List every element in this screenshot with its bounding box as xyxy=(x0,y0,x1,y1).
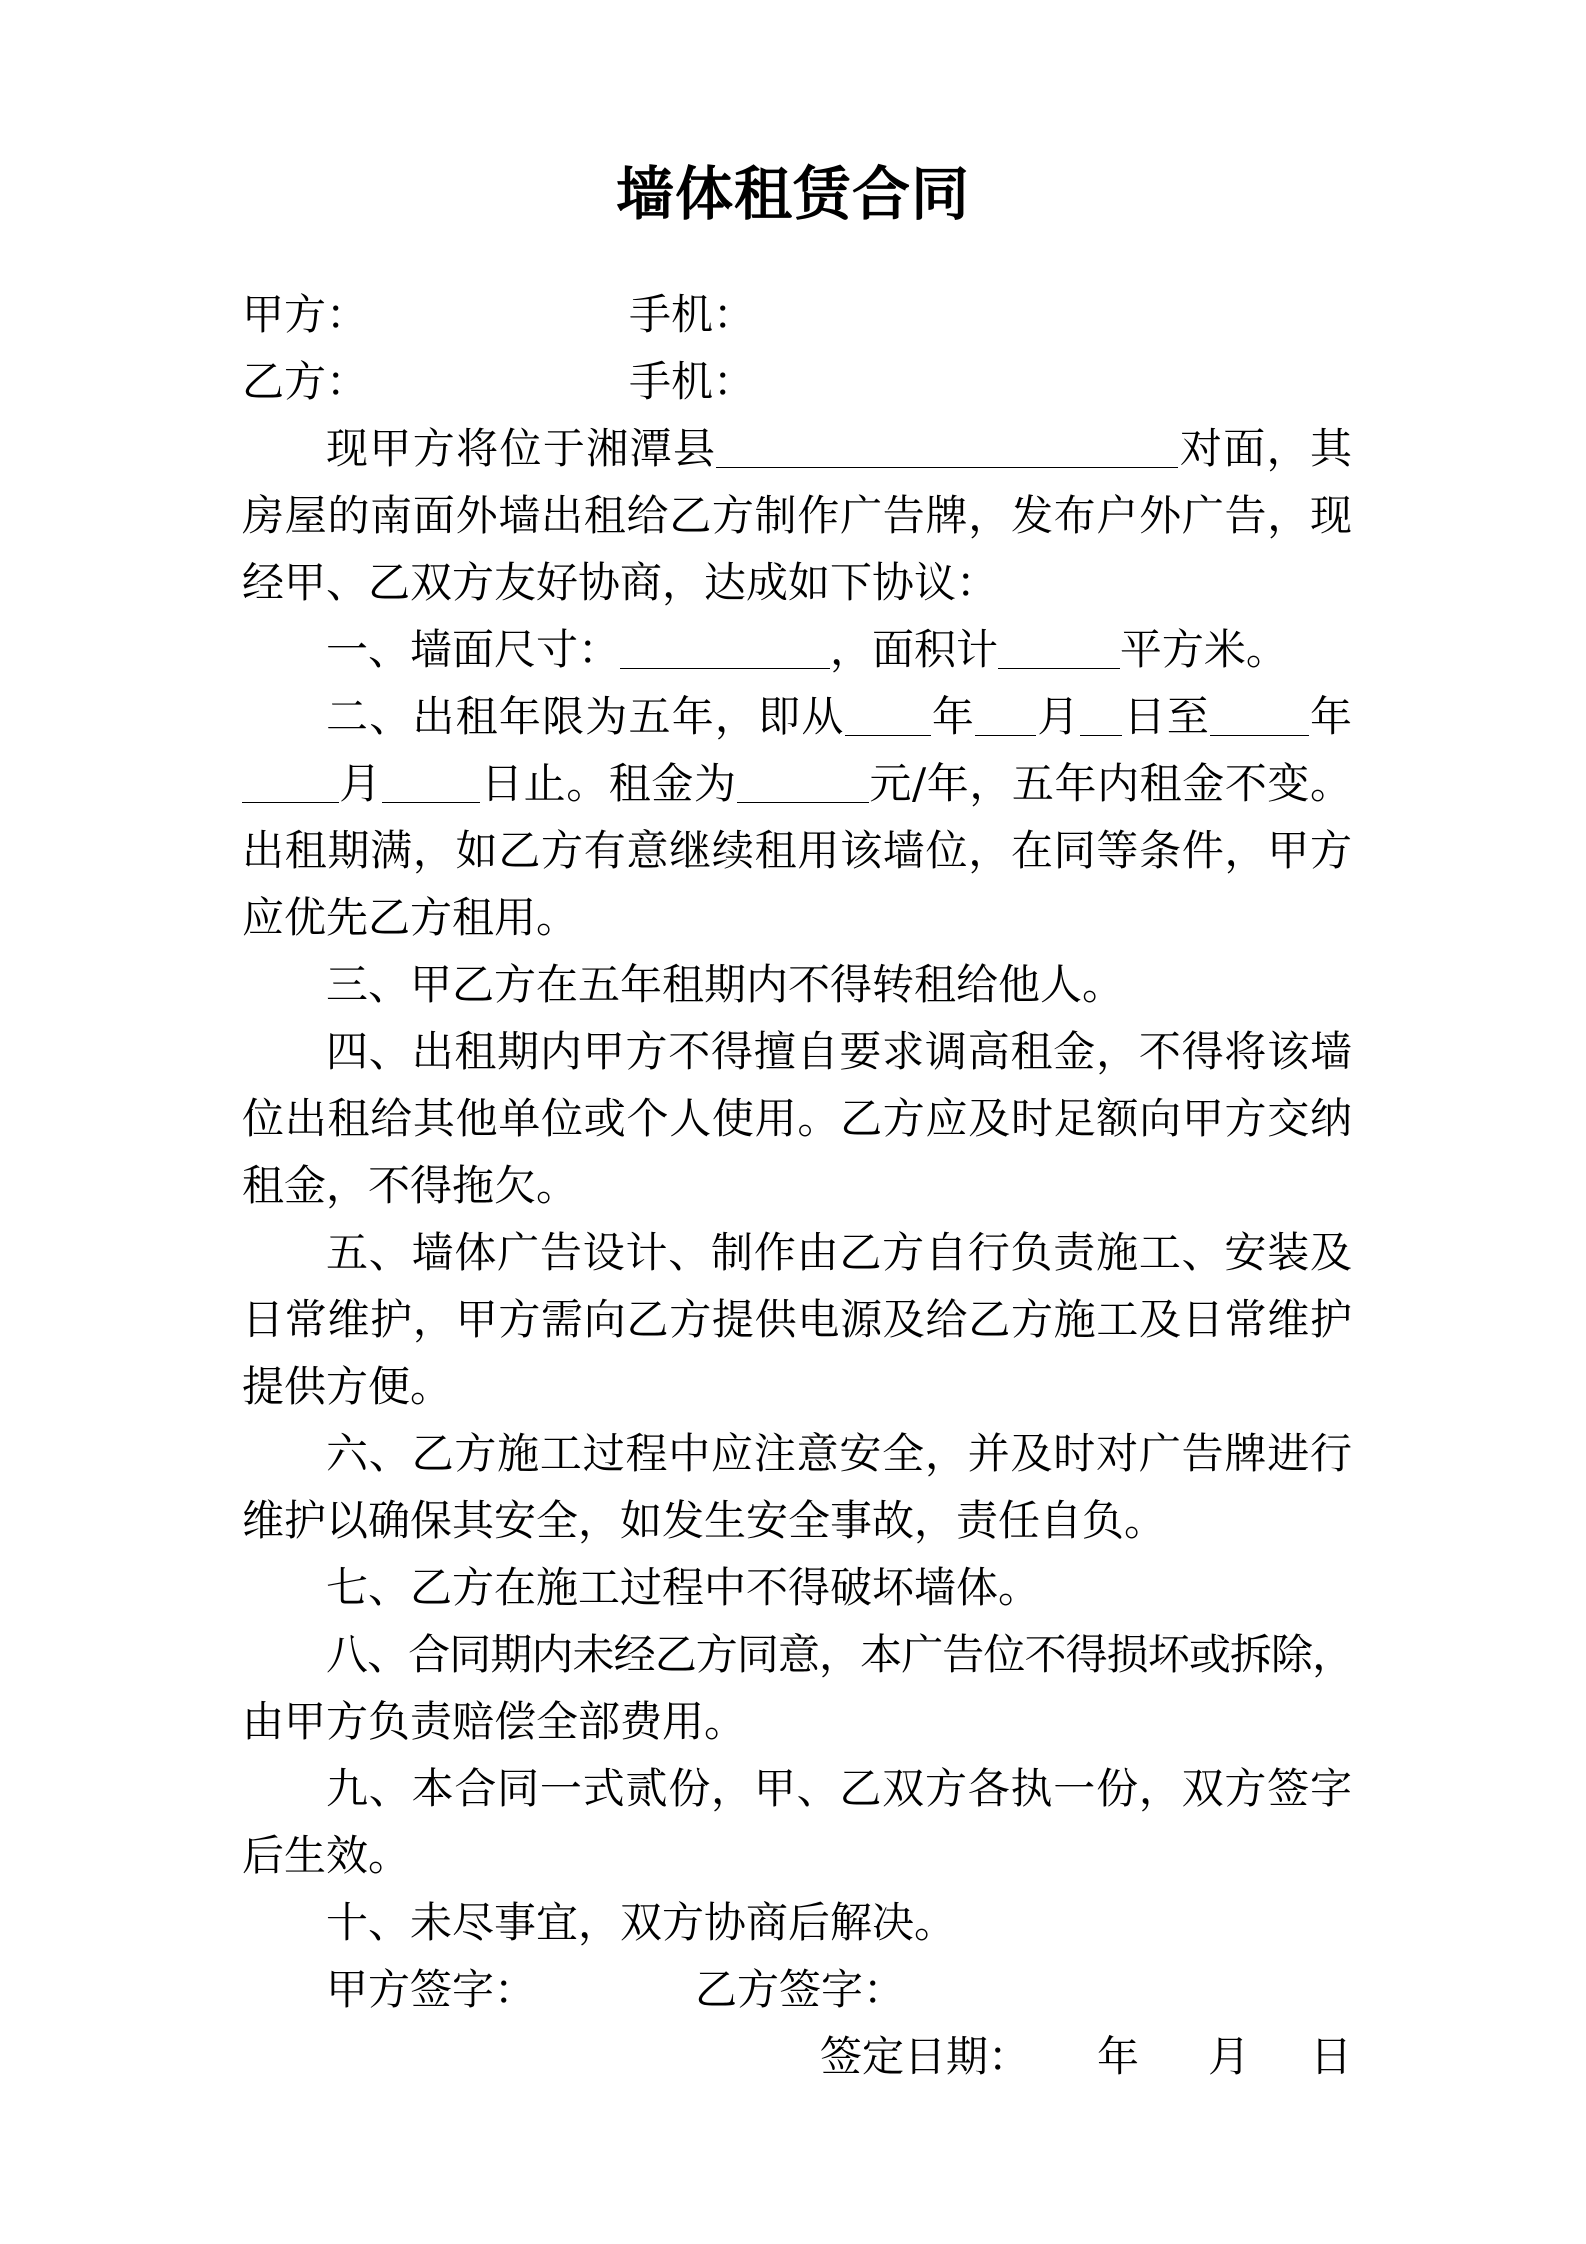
party-a-row xyxy=(242,281,1352,348)
clause-text: 平方米。 xyxy=(1119,625,1288,674)
clause-text: 一、墙面尺寸： xyxy=(326,625,621,674)
clause-9-line-1: 九、本合同一式贰份，甲、乙双方各执一份，双方签字 xyxy=(326,1764,1352,1813)
preamble-line-3: 经甲、乙双方友好协商，达成如下协议： xyxy=(242,558,999,607)
end-day-blank xyxy=(382,802,481,803)
party-b-phone-label: 手机： xyxy=(629,357,756,406)
date-year-label: 年 xyxy=(1097,2032,1140,2081)
clause-4-line-2: 位出租给其他单位或个人使用。乙方应及时足额向甲方交纳 xyxy=(242,1094,1352,1143)
clause-7-line-1: 七、乙方在施工过程中不得破坏墙体。 xyxy=(326,1563,1041,1612)
party-a-phone-label: 手机： xyxy=(629,290,756,339)
start-month-blank xyxy=(975,735,1036,736)
clause-text: 月 xyxy=(1035,692,1081,741)
signature-row xyxy=(242,1956,1352,2023)
clause-2-line-1 xyxy=(242,683,1352,750)
clause-10-line-1: 十、未尽事宜，双方协商后解决。 xyxy=(326,1898,957,1947)
clause-6-line-1: 六、乙方施工过程中应注意安全，并及时对广告牌进行 xyxy=(326,1429,1352,1478)
clause-text: 月 xyxy=(338,759,382,808)
signing-date-label: 签定日期： xyxy=(820,2032,1031,2081)
preamble-text: 对面，其 xyxy=(1178,424,1352,473)
rent-amount-blank xyxy=(737,802,869,803)
location-blank xyxy=(716,467,1178,468)
party-a-label: 甲方： xyxy=(242,290,369,339)
clause-4-line-3: 租金，不得拖欠。 xyxy=(242,1161,579,1210)
preamble-line-2: 房屋的南面外墙出租给乙方制作广告牌，发布户外广告，现 xyxy=(242,491,1352,540)
clause-5-line-1: 五、墙体广告设计、制作由乙方自行负责施工、安装及 xyxy=(326,1228,1352,1277)
clause-text: 二、出租年限为五年，即从 xyxy=(326,692,845,741)
signing-date-row xyxy=(242,2023,1352,2090)
contract-body xyxy=(242,281,1352,2090)
clause-text: 年 xyxy=(1308,692,1352,741)
clause-3-line-1: 三、甲乙方在五年租期内不得转租给他人。 xyxy=(326,960,1125,1009)
end-month-blank xyxy=(242,802,339,803)
clause-9-line-2: 后生效。 xyxy=(242,1831,411,1880)
document-title: 墙体租赁合同 xyxy=(615,160,970,228)
area-blank xyxy=(998,668,1120,669)
clause-5-line-3: 提供方便。 xyxy=(242,1362,453,1411)
clause-1-line-1 xyxy=(242,616,1352,683)
party-b-label: 乙方： xyxy=(242,357,369,406)
party-b-row xyxy=(242,348,1352,415)
preamble-line-1 xyxy=(242,415,1352,482)
end-year-blank xyxy=(1210,735,1309,736)
clause-text: ，面积计 xyxy=(830,625,999,674)
preamble-text: 现甲方将位于湘潭县 xyxy=(326,424,717,473)
clause-8-line-2: 由甲方负责赔偿全部费用。 xyxy=(242,1697,747,1746)
date-day-label: 日 xyxy=(1310,2032,1352,2081)
party-b-signature-label: 乙方签字： xyxy=(695,1965,906,2014)
clause-text: 元/年，五年内租金不变。 xyxy=(868,759,1352,808)
party-a-signature-label: 甲方签字： xyxy=(326,1965,537,2014)
start-day-blank xyxy=(1080,735,1122,736)
clause-text: 日至 xyxy=(1122,692,1211,741)
clause-8-line-1: 八、合同期内未经乙方同意，本广告位不得损坏或拆除， xyxy=(326,1630,1352,1679)
clause-5-line-2: 日常维护，甲方需向乙方提供电源及给乙方施工及日常维护 xyxy=(242,1295,1352,1344)
clause-2-line-2 xyxy=(242,750,1352,817)
clause-2-line-4: 应优先乙方租用。 xyxy=(242,893,579,942)
start-year-blank xyxy=(845,735,931,736)
clause-text: 日止。租金为 xyxy=(480,759,737,808)
clause-4-line-1: 四、出租期内甲方不得擅自要求调高租金，不得将该墙 xyxy=(326,1027,1352,1076)
wall-size-blank xyxy=(620,668,830,669)
clause-2-line-3: 出租期满，如乙方有意继续租用该墙位，在同等条件，甲方 xyxy=(242,826,1352,875)
date-month-label: 月 xyxy=(1208,2032,1251,2081)
clause-text: 年 xyxy=(930,692,976,741)
clause-6-line-2: 维护以确保其安全，如发生安全事故，责任自负。 xyxy=(242,1496,1167,1545)
